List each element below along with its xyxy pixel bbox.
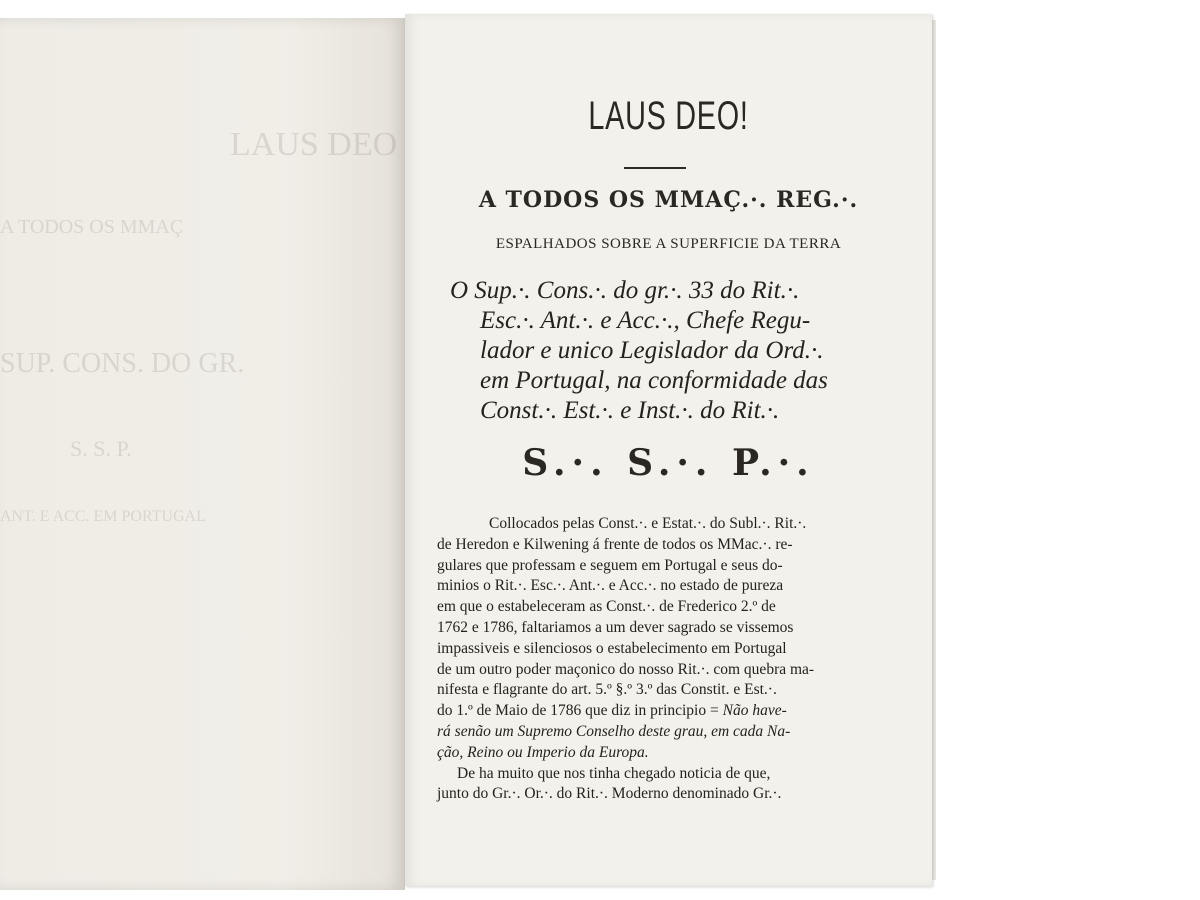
left-page-verso — [0, 18, 405, 890]
show-through-text: A TODOS OS MMAÇ — [0, 216, 184, 238]
body-line: de um outro poder maçonico do nosso Rit.·. com quebra ma- — [437, 660, 815, 678]
quote-line: ção, Reino ou Imperio da Europa. — [437, 743, 649, 761]
title-rule — [624, 167, 686, 169]
quote-inline: Não have- — [722, 702, 787, 720]
body-line: impassiveis e silenciosos o estabelecimento em Portugal — [437, 639, 787, 657]
quote-line: rá senão um Supremo Conselho deste grau, em cada Na- — [437, 722, 791, 740]
body-line: em que o estabeleceram as Const.·. de Frederico 2.º de — [437, 598, 776, 616]
show-through-text: SUP. CONS. DO GR. — [0, 348, 245, 379]
preamble-line: lador e unico Legislador da Ord.·. — [480, 337, 824, 364]
show-through-text: ANT. E ACC. EM PORTUGAL — [0, 508, 206, 525]
body-line-text: do 1.º de Maio de 1786 que diz in principio = — [437, 702, 723, 720]
show-through-text: S. S. P. — [70, 436, 132, 461]
show-through-text: LAUS DEO — [230, 126, 398, 163]
body-line: minios o Rit.·. Esc.·. Ant.·. e Acc.·. no estado de pureza — [437, 577, 784, 595]
preamble-line: Esc.·. Ant.·. e Acc.·., Chefe Regu- — [480, 307, 811, 334]
body-line: nifesta e flagrante do art. 5.º §.º 3.º das Constit. e Est.·. — [437, 681, 777, 699]
preamble-line: O Sup.·. Cons.·. do gr.·. 33 do Rit.·. — [450, 277, 800, 304]
preamble-line: Const.·. Est.·. e Inst.·. do Rit.·. — [480, 397, 780, 424]
body-line: gulares que professam e seguem em Portugal e seus do- — [437, 556, 783, 574]
salutation: S.·. S.·. P.·. — [522, 442, 815, 484]
body-line — [437, 701, 865, 722]
right-page-recto — [405, 14, 932, 886]
body-text — [437, 514, 865, 805]
addressee-heading: A TODOS OS MMAÇ.·. REG.·. — [478, 187, 859, 213]
preamble-line: em Portugal, na conformidade das — [480, 367, 828, 394]
body-line: de Heredon e Kilwening á frente de todos os MMac.·. re- — [437, 535, 793, 553]
subtitle: ESPALHADOS SOBRE A SUPERFICIE DA TERRA — [495, 236, 842, 252]
page-title: LAUS DEO! — [588, 94, 749, 138]
preamble — [450, 276, 875, 426]
body-line: 1762 e 1786, faltariamos a um dever sagrado se vissemos — [437, 618, 794, 636]
body-line: Collocados pelas Const.·. e Estat.·. do Subl.·. Rit.·. — [489, 515, 807, 532]
body-line: De ha muito que nos tinha chegado noticia de que, — [457, 764, 771, 782]
body-line: junto do Gr.·. Or.·. do Rit.·. Moderno denominado Gr.·. — [437, 785, 782, 803]
